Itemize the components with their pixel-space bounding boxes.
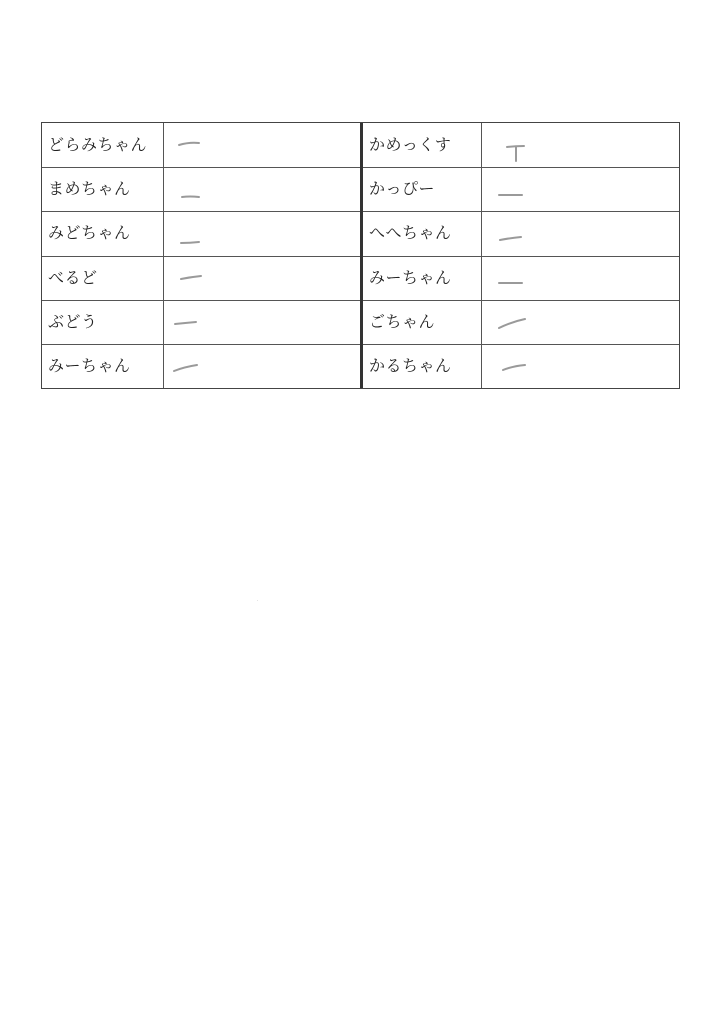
name-cell: どらみちゃん bbox=[48, 135, 148, 154]
name-cell: かるちゃん bbox=[369, 356, 452, 375]
name-cell: へへちゃん bbox=[369, 223, 452, 242]
tally-mark bbox=[172, 361, 204, 375]
tally-mark bbox=[180, 189, 210, 203]
tally-mark bbox=[179, 271, 209, 285]
name-cell: かめっくす bbox=[369, 135, 452, 154]
name-cell: まめちゃん bbox=[48, 179, 131, 198]
name-cell: ごちゃん bbox=[369, 312, 436, 331]
tally-mark bbox=[498, 232, 528, 246]
tally-mark bbox=[173, 316, 203, 330]
name-cell: ぶどう bbox=[48, 312, 98, 331]
tally-mark bbox=[497, 276, 529, 290]
name-cell: べるど bbox=[48, 268, 98, 287]
tally-mark bbox=[497, 316, 531, 332]
name-cell: みーちゃん bbox=[48, 356, 131, 375]
tally-mark bbox=[501, 361, 533, 375]
tally-mark bbox=[504, 142, 534, 164]
name-cell: みどちゃん bbox=[48, 223, 131, 242]
column-divider bbox=[163, 123, 164, 388]
tally-mark bbox=[179, 235, 209, 249]
name-cell: みーちゃん bbox=[369, 268, 452, 287]
tally-mark bbox=[497, 188, 529, 202]
name-cell: かっぴー bbox=[369, 179, 436, 198]
column-divider bbox=[481, 123, 482, 388]
scan-speck bbox=[257, 600, 258, 601]
tally-table bbox=[41, 122, 680, 389]
tally-mark bbox=[177, 137, 207, 151]
